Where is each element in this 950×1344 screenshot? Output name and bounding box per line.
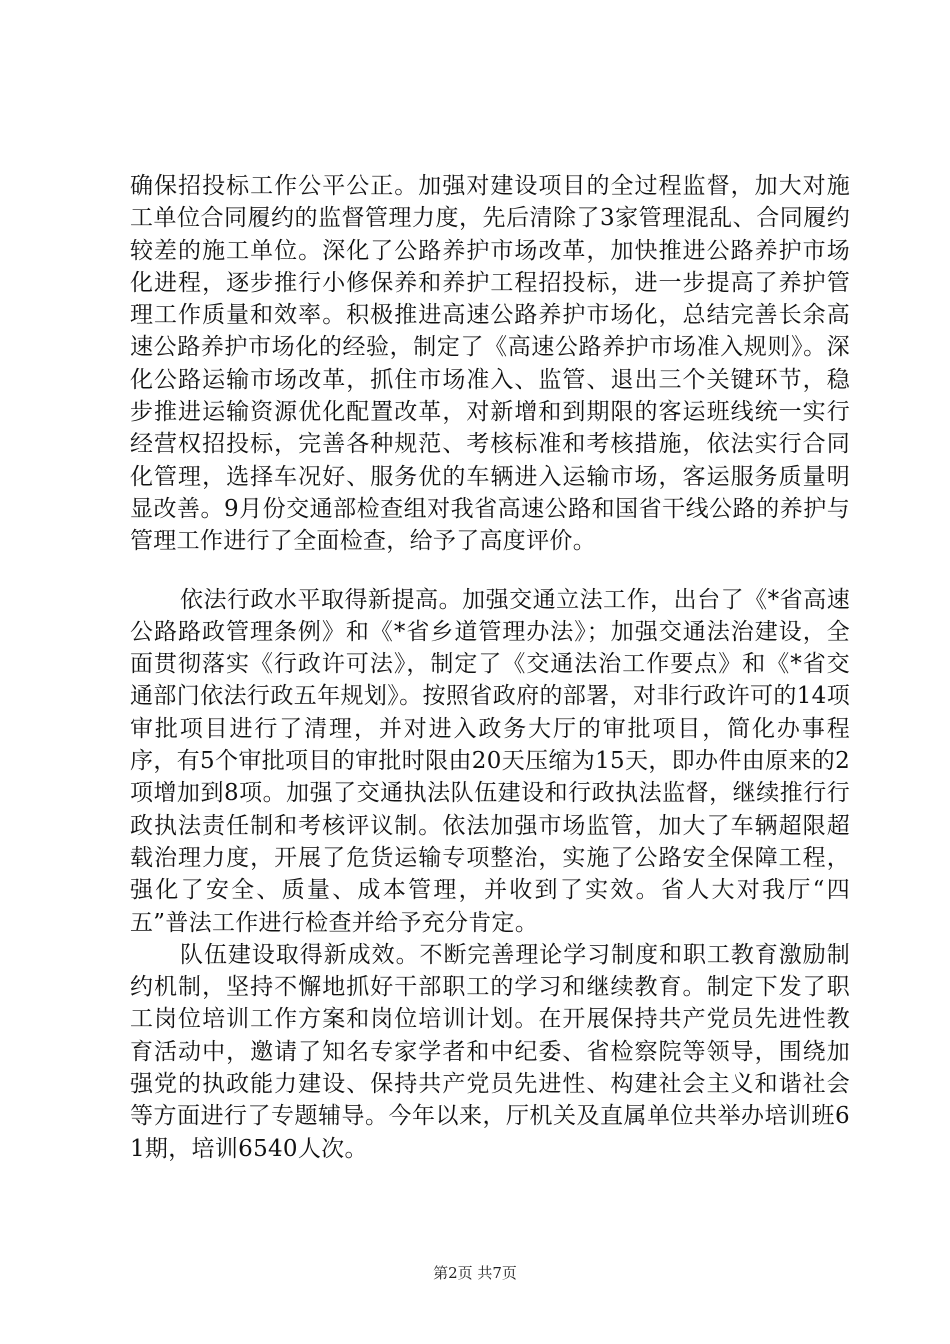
paragraph-bidding-oversight: 确保招投标工作公平公正。加强对建设项目的全过程监督，加大对施工单位合同履约的监督管理力度，先后清除了3家管理混乱、合同履约较差的施工单位。深化了公路养护市场改革，加快推进公路养护市场化进程，逐步推行小修保养和养护工程招投标，进一步提高了养护管理工作质量和效率。积极推进高速公路养护市场化，总结完善长余高速公路养护市场化的经验，制定了《高速公路养护市场准入规则》。深化公路运输市场改革，抓住市场准入、监管、退出三个关键环节，稳步推进运输资源优化配置改革，对新增和到期限的客运班线统一实行经营权招投标，完善各种规范、考核标准和考核措施，依法实行合同化管理，选择车况好、服务优的车辆进入运输市场，客运服务质量明显改善。9月份交通部检查组对我省高速公路和国省干线公路的养护与管理工作进行了全面检查，给予了高度评价。: [130, 173, 850, 555]
paragraph-law-administration: 依法行政水平取得新提高。加强交通立法工作，出台了《*省高速公路路政管理条例》和《*省乡道管理办法》；加强交通法治建设，全面贯彻落实《行政许可法》，制定了《交通法治工作要点》和《*省交通部门依法行政五年规划》。按照省政府的部署，对非行政许可的14项审批项目进行了清理，并对进入政务大厅的审批项目，简化办事程序，有5个审批项目的审批时限由20天压缩为15天，即办件由原来的2项增加到8项。加强了交通执法队伍建设和行政执法监督，继续推行行政执法责任制和考核评议制。依法加强市场监管，加大了车辆超限超载治理力度，开展了危货运输专项整治，实施了公路安全保障工程，强化了安全、质量、成本管理，并收到了实效。省人大对我厅“四五”普法工作进行检查并给予充分肯定。: [130, 586, 850, 936]
document-body: [130, 170, 850, 1165]
paragraph-spacer: [130, 558, 850, 584]
page-number-footer: 第2页 共7页: [433, 1264, 517, 1282]
paragraph-team-building: 队伍建设取得新成效。不断完善理论学习制度和职工教育激励制约机制，坚持不懈地抓好干部职工的学习和继续教育。制定下发了职工岗位培训工作方案和岗位培训计划。在开展保持共产党员先进性教育活动中，邀请了知名专家学者和中纪委、省检察院等领导，围绕加强党的执政能力建设、保持共产党员先进性、构建社会主义和谐社会等方面进行了专题辅导。今年以来，厅机关及直属单位共举办培训班61期，培训6540人次。: [130, 941, 850, 1162]
